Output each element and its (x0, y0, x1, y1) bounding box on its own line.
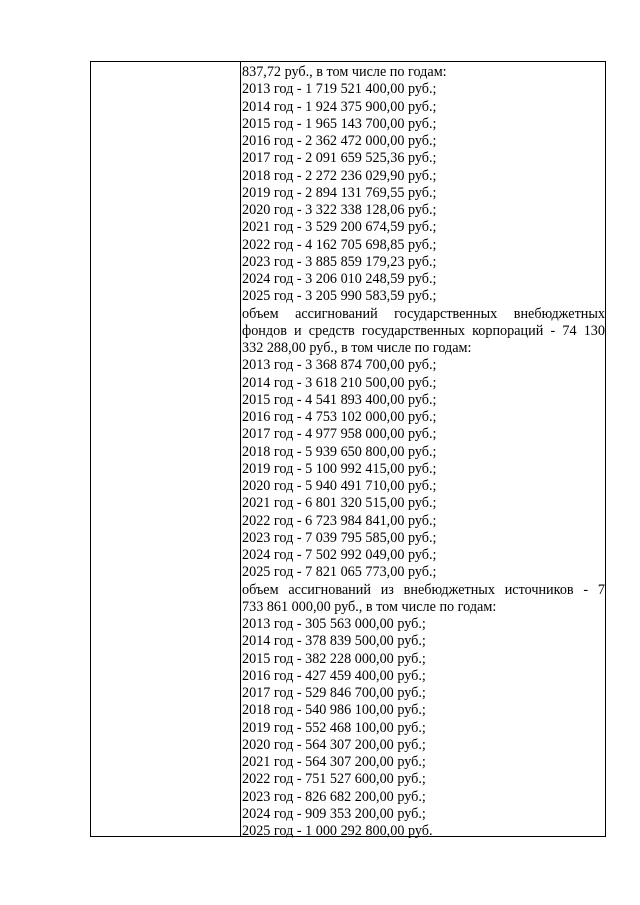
year-line: 2023 год - 826 682 200,00 руб.; (242, 788, 426, 805)
block3-heading (242, 582, 605, 617)
table-left-cell (91, 62, 241, 836)
year-line: 2014 год - 378 839 500,00 руб.; (242, 633, 426, 650)
year-line: 2024 год - 909 353 200,00 руб.; (242, 805, 426, 822)
heading-line: объем ассигнований государственных внебюджетных (242, 305, 605, 322)
year-line: 2016 год - 427 459 400,00 руб.; (242, 667, 426, 684)
year-line: 2022 год - 4 162 705 698,85 руб.; (242, 236, 437, 253)
heading-line: объем ассигнований из внебюджетных источников - 7 (242, 581, 605, 598)
year-line: 2022 год - 6 723 984 841,00 руб.; (242, 512, 437, 529)
block2-heading (242, 306, 605, 358)
block2-years (242, 357, 605, 581)
year-line: 2025 год - 1 000 292 800,00 руб. (242, 823, 433, 839)
year-line: 2014 год - 3 618 210 500,00 руб.; (242, 374, 437, 391)
year-line: 2015 год - 382 228 000,00 руб.; (242, 650, 426, 667)
year-line: 2023 год - 3 885 859 179,23 руб.; (242, 253, 437, 270)
year-line: 2023 год - 7 039 795 585,00 руб.; (242, 529, 437, 546)
year-line: 2016 год - 2 362 472 000,00 руб.; (242, 133, 437, 149)
year-line: 2024 год - 7 502 992 049,00 руб.; (242, 547, 437, 563)
year-line: 2016 год - 4 753 102 000,00 руб.; (242, 409, 437, 425)
year-line: 2019 год - 2 894 131 769,55 руб.; (242, 184, 437, 201)
year-line: 2015 год - 1 965 143 700,00 руб.; (242, 115, 437, 132)
year-line: 2013 год - 305 563 000,00 руб.; (242, 616, 426, 632)
year-line: 2015 год - 4 541 893 400,00 руб.; (242, 391, 437, 408)
year-line: 2020 год - 3 322 338 128,06 руб.; (242, 202, 437, 218)
heading-line: фондов и средств государственных корпораций - 74 130 (242, 322, 605, 339)
funding-table (90, 61, 606, 837)
table-right-cell (241, 62, 605, 839)
year-line: 2022 год - 751 527 600,00 руб.; (242, 771, 426, 788)
year-line: 2019 год - 5 100 992 415,00 руб.; (242, 460, 437, 477)
year-line: 2020 год - 564 307 200,00 руб.; (242, 736, 426, 753)
year-line: 2021 год - 6 801 320 515,00 руб.; (242, 495, 437, 512)
year-line: 2018 год - 5 939 650 800,00 руб.; (242, 443, 437, 460)
year-line: 2020 год - 5 940 491 710,00 руб.; (242, 478, 437, 494)
block1-years (242, 81, 605, 305)
year-line: 2017 год - 4 977 958 000,00 руб.; (242, 426, 437, 443)
year-line: 2024 год - 3 206 010 248,59 руб.; (242, 271, 437, 287)
year-line: 2018 год - 540 986 100,00 руб.; (242, 702, 426, 719)
year-line: 2018 год - 2 272 236 029,90 руб.; (242, 167, 437, 184)
heading-line: 332 288,00 руб., в том числе по годам: (242, 340, 472, 356)
intro-line: 837,72 руб., в том числе по годам: (242, 64, 447, 80)
block3-years (242, 616, 605, 840)
year-line: 2013 год - 3 368 874 700,00 руб.; (242, 357, 437, 374)
year-line: 2017 год - 2 091 659 525,36 руб.; (242, 150, 437, 167)
year-line: 2025 год - 3 205 990 583,59 руб.; (242, 288, 437, 305)
year-line: 2017 год - 529 846 700,00 руб.; (242, 685, 426, 701)
year-line: 2013 год - 1 719 521 400,00 руб.; (242, 81, 437, 98)
year-line: 2021 год - 564 307 200,00 руб.; (242, 754, 426, 770)
year-line: 2014 год - 1 924 375 900,00 руб.; (242, 98, 437, 115)
heading-line: 733 861 000,00 руб., в том числе по годам: (242, 598, 497, 615)
year-line: 2019 год - 552 468 100,00 руб.; (242, 719, 426, 736)
year-line: 2021 год - 3 529 200 674,59 руб.; (242, 219, 437, 236)
year-line: 2025 год - 7 821 065 773,00 руб.; (242, 564, 437, 581)
